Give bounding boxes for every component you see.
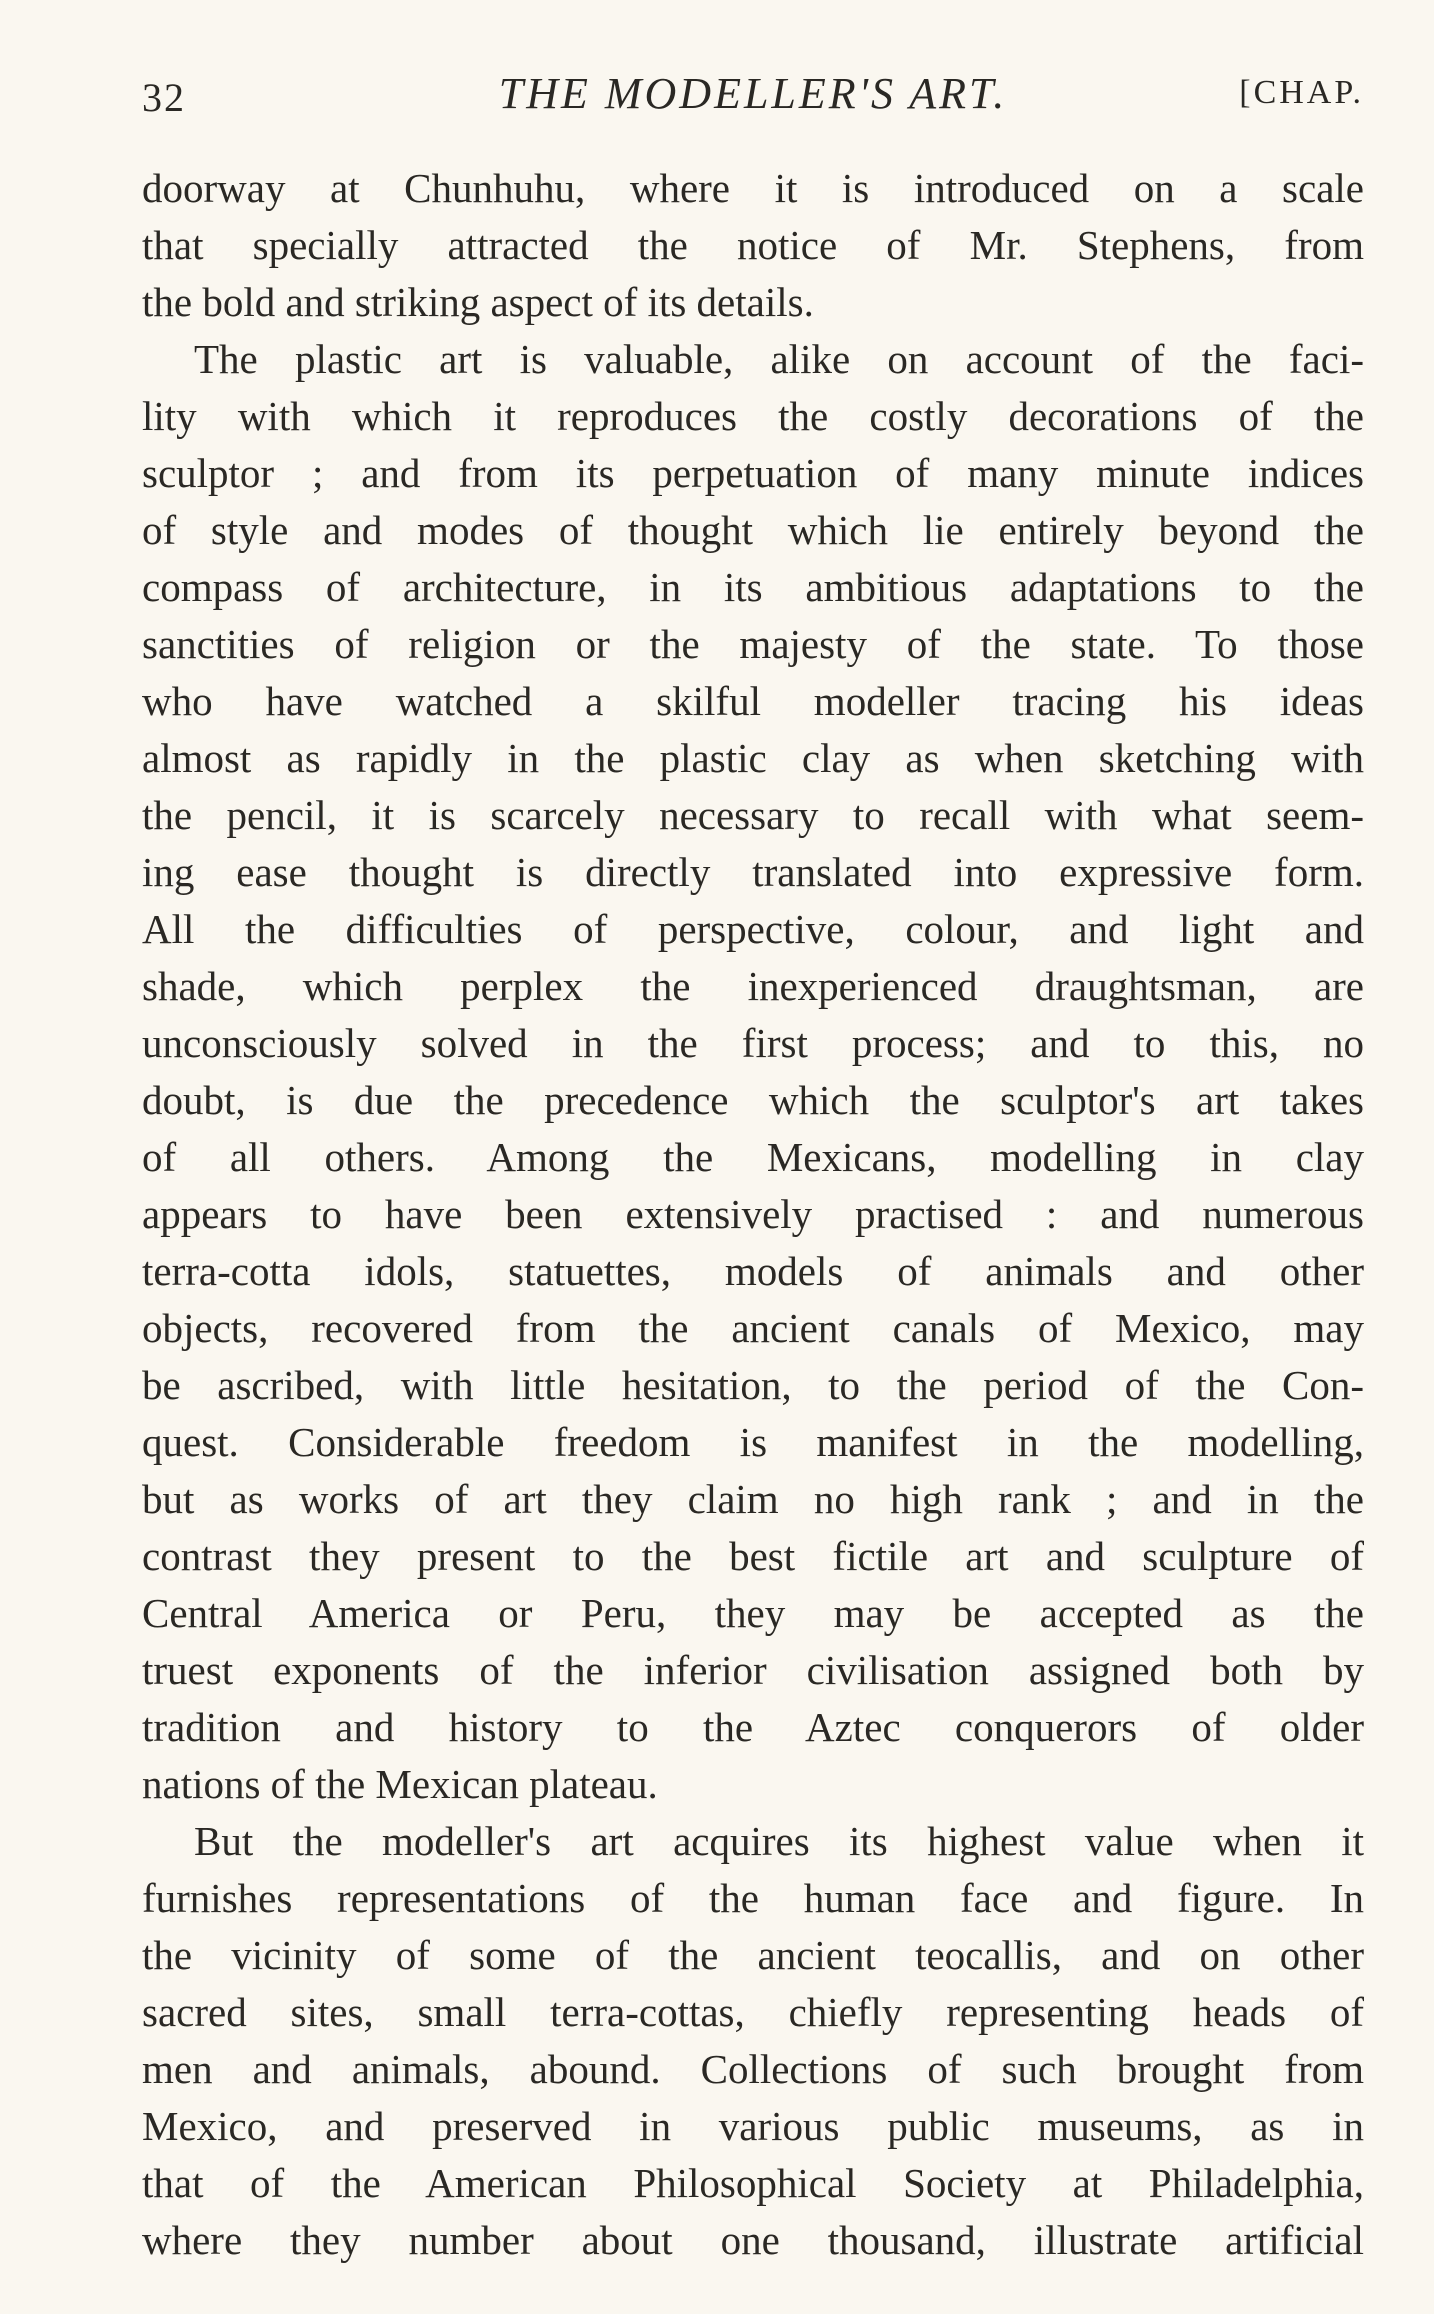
text-line: of style and modes of thought which lie entirely beyond the [142, 507, 1364, 553]
text-line: lity with which it reproduces the costly decorations of the [142, 393, 1364, 439]
text-line: be ascribed, with little hesitation, to the period of the Con- [142, 1362, 1364, 1408]
body-text [142, 160, 1364, 2269]
text-line: shade, which perplex the inexperienced draughtsman, are [142, 963, 1364, 1009]
text-line: men and animals, abound. Collections of such brought from [142, 2046, 1364, 2092]
text-line: Central America or Peru, they may be accepted as the [142, 1590, 1364, 1636]
text-line: furnishes representations of the human face and figure. In [142, 1875, 1364, 1921]
text-line: the pencil, it is scarcely necessary to recall with what seem- [142, 792, 1364, 838]
paragraph-end-line: the bold and striking aspect of its details. [142, 279, 814, 325]
text-line: unconsciously solved in the first process; and to this, no [142, 1020, 1364, 1066]
paragraph-start-line: The plastic art is valuable, alike on account of the faci- [194, 336, 1364, 382]
text-line: but as works of art they claim no high rank ; and in the [142, 1476, 1364, 1522]
text-line: the vicinity of some of the ancient teocallis, and on other [142, 1932, 1364, 1978]
text-line: of all others. Among the Mexicans, modelling in clay [142, 1134, 1364, 1180]
text-line: compass of architecture, in its ambitious adaptations to the [142, 564, 1364, 610]
page-number: 32 [142, 75, 186, 120]
text-line: doorway at Chunhuhu, where it is introduced on a scale [142, 165, 1364, 211]
text-line: that of the American Philosophical Society at Philadelphia, [142, 2160, 1364, 2206]
text-line: objects, recovered from the ancient canals of Mexico, may [142, 1305, 1364, 1351]
text-line: that specially attracted the notice of Mr. Stephens, from [142, 222, 1364, 268]
chapter-marker: [CHAP. [1239, 74, 1364, 111]
text-line: sacred sites, small terra-cottas, chiefly representing heads of [142, 1989, 1364, 2035]
running-title: THE MODELLER'S ART. [498, 69, 1008, 118]
text-line: where they number about one thousand, illustrate artificial [142, 2217, 1364, 2263]
paragraph-start-line: But the modeller's art acquires its highest value when it [194, 1818, 1364, 1864]
text-line: truest exponents of the inferior civilisation assigned both by [142, 1647, 1364, 1693]
text-line: ing ease thought is directly translated into expressive form. [142, 849, 1364, 895]
text-line: appears to have been extensively practised : and numerous [142, 1191, 1364, 1237]
text-line: sanctities of religion or the majesty of the state. To those [142, 621, 1364, 667]
text-line: who have watched a skilful modeller tracing his ideas [142, 678, 1364, 724]
text-line: All the difficulties of perspective, colour, and light and [142, 906, 1364, 952]
text-line: tradition and history to the Aztec conquerors of older [142, 1704, 1364, 1750]
text-line: almost as rapidly in the plastic clay as when sketching with [142, 735, 1364, 781]
paragraph-end-line: nations of the Mexican plateau. [142, 1761, 658, 1807]
text-line: contrast they present to the best fictile art and sculpture of [142, 1533, 1364, 1579]
text-line: doubt, is due the precedence which the sculptor's art takes [142, 1077, 1364, 1123]
text-line: quest. Considerable freedom is manifest in the modelling, [142, 1419, 1364, 1465]
text-line: sculptor ; and from its perpetuation of many minute indices [142, 450, 1364, 496]
text-line: Mexico, and preserved in various public museums, as in [142, 2103, 1364, 2149]
running-head [142, 64, 1364, 124]
text-line: terra-cotta idols, statuettes, models of animals and other [142, 1248, 1364, 1294]
